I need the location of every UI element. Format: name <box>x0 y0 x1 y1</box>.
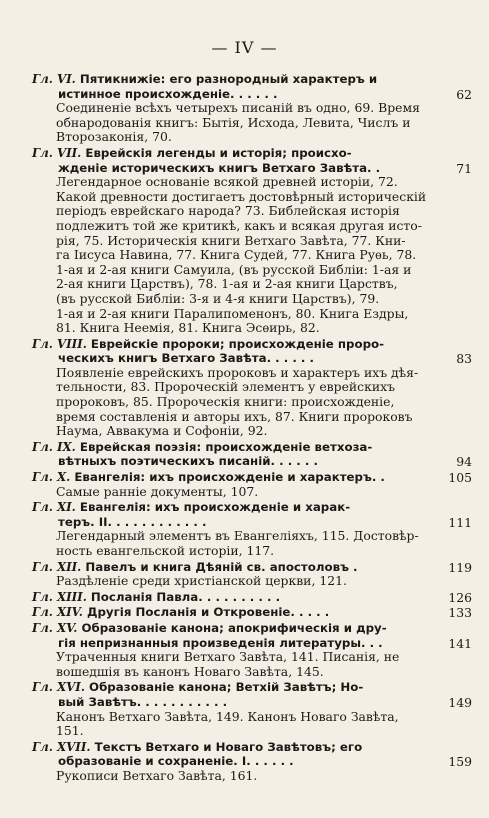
chapter-title-line: Еврейскія легенды и исторія; происхо- <box>85 145 352 160</box>
chapter-title-line: Текстъ Ветхаго и Новаго Завѣтовъ; его <box>94 739 363 754</box>
chapter-title-line: ческихъ книгъ Ветхаго Завѣта. . . . . . <box>58 351 314 366</box>
chapter-title-line: Евангелія: ихъ происхожденіе и характеръ. . <box>74 470 385 485</box>
toc-entry-heading <box>32 145 472 176</box>
chapter-title-line: Другія Посланія и Откровеніе. . . . . <box>86 605 330 620</box>
toc-entry <box>32 145 472 336</box>
toc-entry <box>32 470 472 499</box>
summary-line: га Іисуса Навина, 77. Книга Судей, 77. Книга Руѳь, 78. <box>56 247 417 263</box>
chapter-number: Гл. XII. <box>32 559 82 574</box>
summary-line: (въ русской Библіи: 3-я и 4-я книги Царствъ), 79. <box>56 290 380 306</box>
chapter-number: Гл. VII. <box>32 145 82 160</box>
toc-entry <box>32 605 472 621</box>
summary-line: Легендарное основаніе всякой древней исторіи, 72. <box>56 174 398 190</box>
page-number: 83 <box>456 351 472 367</box>
toc-entry-heading <box>32 470 472 486</box>
chapter-number: Гл. VI. <box>32 72 76 86</box>
summary-line: Канонъ Ветхаго Завѣта, 149. Канонъ Новаго Завѣта, <box>56 708 399 724</box>
toc-entry-summary <box>32 366 464 439</box>
chapter-title-line: вѣтныхъ поэтическихъ писаній. . . . . . <box>58 454 318 469</box>
toc-entry <box>32 739 472 784</box>
toc-entry-heading <box>32 680 472 710</box>
chapter-number: Гл. XIV. <box>32 605 83 620</box>
summary-line: подлежитъ той же критикѣ, какъ и всякая другая исто- <box>56 217 422 233</box>
toc-entry-heading <box>32 500 472 530</box>
summary-line: вошедшія въ канонъ Новаго Завѣта, 145. <box>56 663 324 679</box>
summary-line: 1-ая и 2-ая книги Самуила, (въ русской Библіи: 1-ая и <box>56 261 412 277</box>
summary-line: 2-ая книги Царствъ), 78. 1-ая и 2-ая книги Царствъ, <box>56 276 398 292</box>
page-number: 62 <box>456 86 472 102</box>
summary-line: рія, 75. Историческія книги Ветхаго Завѣта, 77. Кни- <box>56 232 406 248</box>
chapter-title-line: Евангелія: ихъ происхожденіе и харак- <box>79 500 351 515</box>
summary-line: Утраченныя книги Ветхаго Завѣта, 141. Писанія, не <box>56 649 400 665</box>
chapter-title-line: гія непризнанныя произведенія литературы. . . <box>58 635 383 650</box>
toc-entry <box>32 559 472 589</box>
chapter-number: Гл. XVII. <box>32 739 91 754</box>
summary-line: обнародованія книгъ: Бытія, Исхода, Левита, Числъ и <box>56 114 411 130</box>
page-number: 119 <box>448 559 472 575</box>
toc-entry <box>32 500 472 558</box>
chapter-title-line: вый Завѣтъ. . . . . . . . . . . <box>58 694 228 709</box>
toc-entry-summary <box>32 769 464 784</box>
chapter-title-line: Пятикнижіе: его разнородный характеръ и <box>79 72 378 86</box>
summary-line: Легендарный элементъ въ Евангеліяхъ, 115. Достовѣр- <box>56 528 419 544</box>
chapter-number: Гл. XVI. <box>32 680 85 695</box>
summary-line: пророковъ, 85. Пророческія книги: происхожденіе, <box>56 394 395 410</box>
page-number: 105 <box>448 470 472 486</box>
toc-entry-summary <box>32 574 464 589</box>
page-number: 159 <box>448 754 472 770</box>
page-number: 126 <box>448 589 472 605</box>
toc-entry-summary <box>32 175 464 336</box>
chapter-title-line: Еврейская поэзія: происхожденіе ветхоза- <box>79 439 373 454</box>
toc-entry-heading <box>32 439 472 470</box>
toc-entry-heading <box>32 589 472 605</box>
page-number: 149 <box>448 694 472 710</box>
toc-entry-heading <box>32 739 472 770</box>
page-number: 141 <box>448 635 472 651</box>
chapter-title-line: Посланія Павла. . . . . . . . . . <box>90 589 281 604</box>
toc-entry-heading <box>32 559 472 575</box>
chapter-title-line: Образованіе канона; апокрифическія и дру- <box>81 620 387 635</box>
summary-line: Самые ранніе документы, 107. <box>56 483 259 499</box>
chapter-number: Гл. VIII. <box>32 336 87 351</box>
page-number: 111 <box>448 514 472 530</box>
table-of-contents <box>32 72 472 785</box>
chapter-number: Гл. IX. <box>32 439 76 454</box>
chapter-title-line: образованіе и сохраненіе. I. . . . . . <box>58 754 294 769</box>
summary-line: ность евангельской исторіи, 117. <box>56 543 275 558</box>
toc-entry-summary <box>32 650 464 679</box>
chapter-title-line: жденіе историческихъ книгъ Ветхаго Завѣта. . <box>58 160 381 175</box>
toc-entry-summary <box>32 710 464 739</box>
chapter-title-line: Еврейскіе пророки; происхожденіе проро- <box>90 336 385 351</box>
summary-line: 1-ая и 2-ая книги Паралипоменонъ, 80. Книга Ездры, <box>56 305 409 321</box>
toc-entry-heading <box>32 620 472 651</box>
page-number: 94 <box>456 454 472 470</box>
toc-entry-summary <box>32 101 464 145</box>
summary-line: тельности, 83. Пророческій элементъ у еврейскихъ <box>56 379 395 395</box>
summary-line: Рукописи Ветхаго Завѣта, 161. <box>56 767 258 783</box>
chapter-title-line: теръ. II. . . . . . . . . . . . <box>58 514 207 529</box>
toc-entry <box>32 72 472 145</box>
page-number: 133 <box>448 605 472 621</box>
summary-line: время составленія и авторы ихъ, 87. Книги пророковъ <box>56 408 413 424</box>
toc-entry-summary <box>32 485 464 500</box>
toc-entry-heading <box>32 605 472 621</box>
toc-entry <box>32 336 472 439</box>
chapter-number: Гл. XIII. <box>32 589 87 604</box>
summary-line: Наума, Аввакума и Софоніи, 92. <box>56 423 268 439</box>
chapter-title-line: истинное происхожденіе. . . . . . <box>58 86 278 101</box>
chapter-title-line: Павелъ и книга Дѣяній св. апостоловъ . <box>85 559 358 574</box>
toc-entry-summary <box>32 529 464 558</box>
page-number: 71 <box>456 160 472 176</box>
toc-entry-heading <box>32 336 472 367</box>
page-header: — IV — <box>211 38 278 57</box>
toc-entry <box>32 620 472 679</box>
summary-line: 151. <box>56 723 84 739</box>
summary-line: Какой древности достигаетъ достовѣрный историческій <box>56 188 427 204</box>
summary-line: Появленіе еврейскихъ пророковъ и характеръ ихъ дѣя- <box>56 364 419 380</box>
summary-line: 81. Книга Неемія, 81. Книга Эсѳирь, 82. <box>56 320 320 336</box>
toc-entry <box>32 680 472 739</box>
summary-line: Второзаконія, 70. <box>56 129 172 145</box>
chapter-number: Гл. X. <box>32 470 71 485</box>
chapter-title-line: Образованіе канона; Ветхій Завѣтъ; Но- <box>89 680 364 695</box>
toc-entry-heading <box>32 72 472 102</box>
summary-line: Соединеніе всѣхъ четырехъ писаній въ одно, 69. Время <box>56 100 420 116</box>
summary-line: Раздѣленіе среди христіанской церкви, 121. <box>56 573 347 589</box>
summary-line: періодъ еврейскаго народа? 73. Библейская исторія <box>56 203 400 219</box>
chapter-number: Гл. XI. <box>32 500 76 515</box>
chapter-number: Гл. XV. <box>32 620 78 635</box>
toc-entry <box>32 439 472 470</box>
toc-entry <box>32 589 472 605</box>
